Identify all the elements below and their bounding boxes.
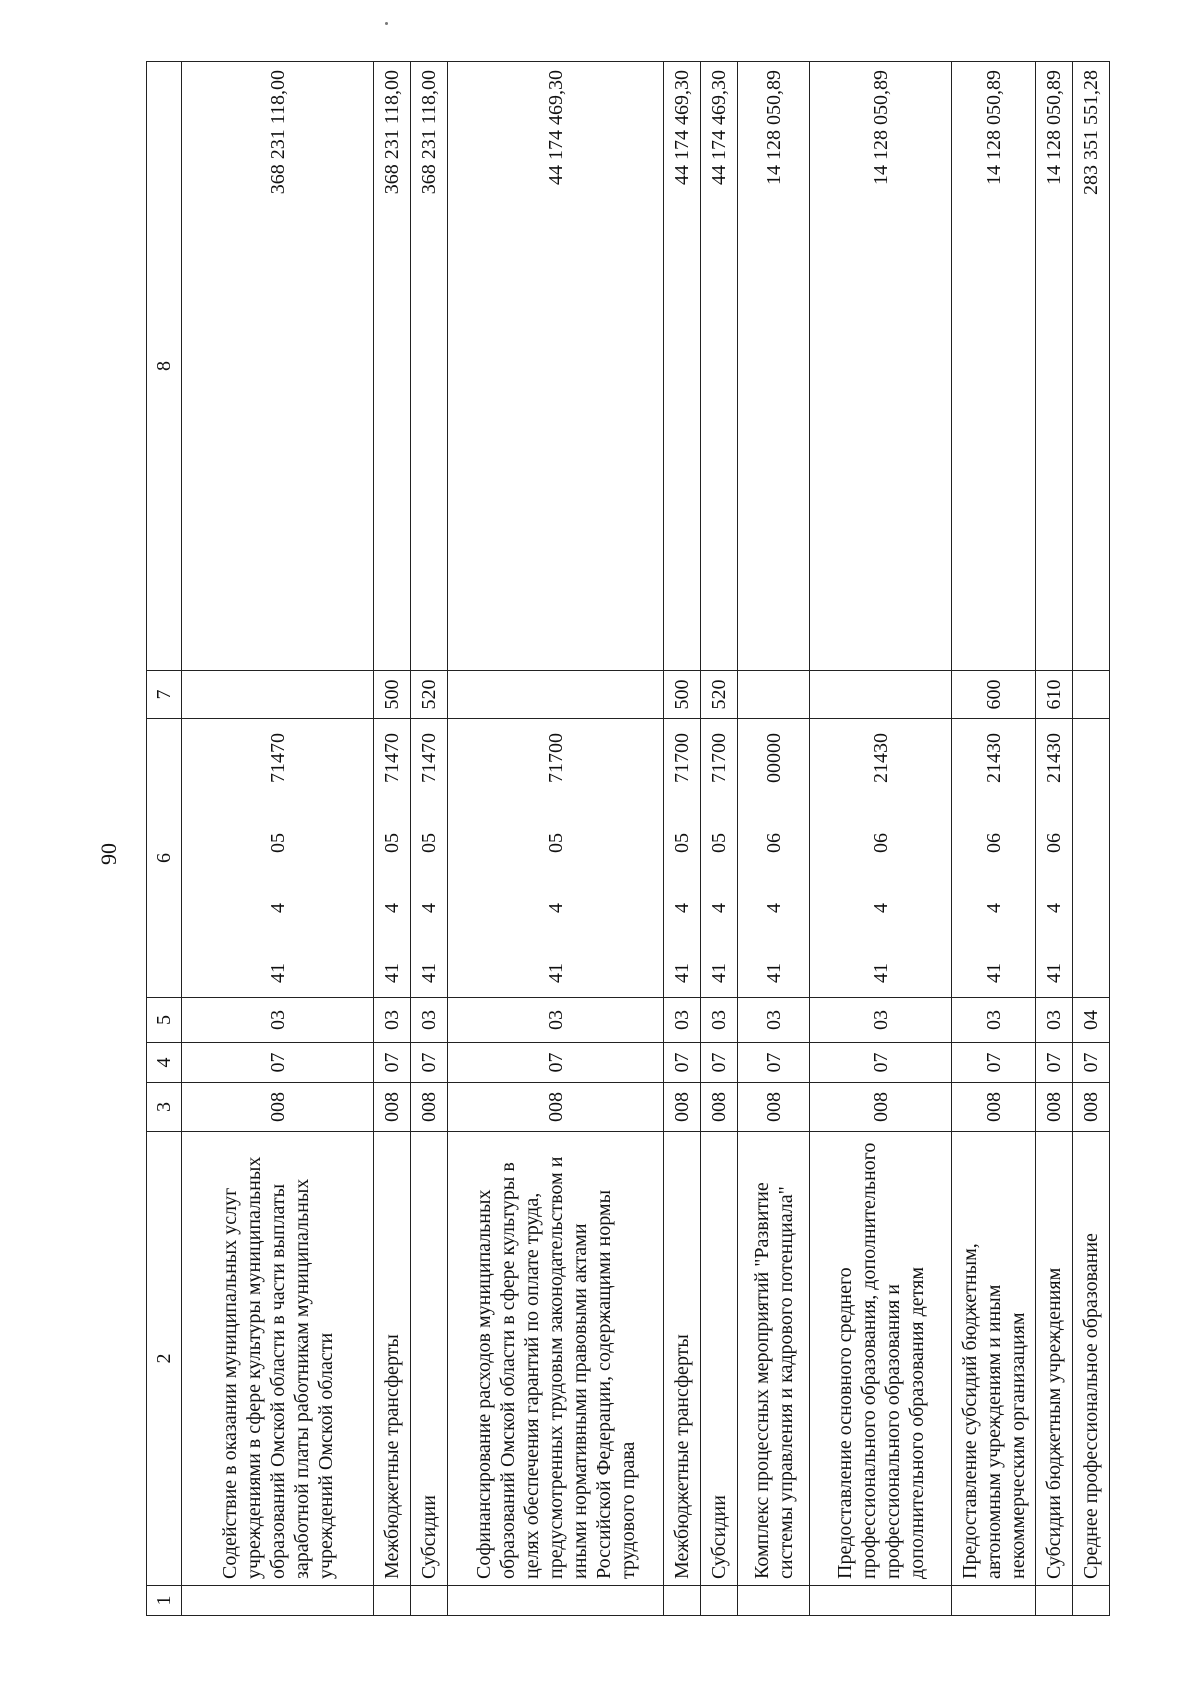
- target-code-part: 06: [762, 833, 785, 853]
- cell-name: Предоставление основного среднего профессионального образования, дополнительного профессионального образования и дополнительного образования детям: [810, 1132, 952, 1586]
- cell-name: Комплекс процессных мероприятий "Развитие системы управления и кадрового потенциала": [738, 1132, 810, 1586]
- target-code-parts: [380, 727, 404, 989]
- column-header-5: 5: [147, 998, 182, 1043]
- cell-amount: 44 174 469,30: [664, 62, 701, 671]
- cell-subsection: 03: [701, 998, 738, 1043]
- cell-ministry: 008: [411, 1083, 448, 1132]
- column-header-4: 4: [147, 1043, 182, 1083]
- table-row: [952, 62, 1036, 1616]
- target-code-part: 41: [708, 963, 731, 983]
- table-row: [1036, 62, 1073, 1616]
- column-header-8: 8: [147, 62, 182, 671]
- table-row: [810, 62, 952, 1616]
- cell-name: Содействие в оказании муниципальных услуг учреждениями в сфере культуры муниципальных образований Омской области в части выплаты заработной платы работникам муниципальных учреждений Омской области: [182, 1132, 374, 1586]
- target-code-part: 05: [708, 833, 731, 853]
- cell-section: 07: [738, 1043, 810, 1083]
- cell-section: 07: [701, 1043, 738, 1083]
- cell-section: 07: [1072, 1043, 1109, 1083]
- cell-amount: 368 231 118,00: [182, 62, 374, 671]
- target-code-part: 4: [982, 903, 1005, 913]
- cell-name: Межбюджетные трансферты: [374, 1132, 411, 1586]
- cell-expense-type: 600: [952, 671, 1036, 719]
- column-header-2: 2: [147, 1132, 182, 1586]
- cell-ministry: 008: [952, 1083, 1036, 1132]
- cell-col1: [411, 1586, 448, 1616]
- target-code-part: 41: [982, 963, 1005, 983]
- cell-subsection: 04: [1072, 998, 1109, 1043]
- target-code-part: 21430: [869, 733, 892, 783]
- target-code-part: 00000: [762, 733, 785, 783]
- cell-col1: [952, 1586, 1036, 1616]
- target-code-part: 71470: [418, 733, 441, 783]
- cell-subsection: 03: [182, 998, 374, 1043]
- cell-ministry: 008: [448, 1083, 664, 1132]
- cell-name: Субсидии: [701, 1132, 738, 1586]
- cell-ministry: 008: [374, 1083, 411, 1132]
- table-body: [182, 62, 1110, 1616]
- target-code-part: 4: [544, 903, 567, 913]
- cell-subsection: 03: [952, 998, 1036, 1043]
- target-code-part: 41: [266, 963, 289, 983]
- cell-section: 07: [952, 1043, 1036, 1083]
- cell-target-code: [1072, 719, 1109, 998]
- cell-target-code: [664, 719, 701, 998]
- cell-subsection: 03: [810, 998, 952, 1043]
- cell-name: Межбюджетные трансферты: [664, 1132, 701, 1586]
- cell-target-code: [701, 719, 738, 998]
- cell-col1: [810, 1586, 952, 1616]
- cell-target-code: [810, 719, 952, 998]
- cell-col1: [1072, 1586, 1109, 1616]
- cell-subsection: 03: [664, 998, 701, 1043]
- cell-name: Субсидии: [411, 1132, 448, 1586]
- cell-ministry: 008: [701, 1083, 738, 1132]
- cell-target-code: [182, 719, 374, 998]
- cell-section: 07: [664, 1043, 701, 1083]
- cell-amount: 368 231 118,00: [411, 62, 448, 671]
- cell-expense-type: 520: [411, 671, 448, 719]
- cell-col1: [448, 1586, 664, 1616]
- target-code-parts: [762, 727, 786, 989]
- cell-col1: [374, 1586, 411, 1616]
- cell-ministry: 008: [738, 1083, 810, 1132]
- table-row: [664, 62, 701, 1616]
- target-code-part: 71700: [544, 733, 567, 783]
- target-code-part: 4: [671, 903, 694, 913]
- cell-expense-type: 520: [701, 671, 738, 719]
- cell-section: 07: [182, 1043, 374, 1083]
- header-row: [147, 62, 182, 1616]
- target-code-part: 4: [708, 903, 731, 913]
- cell-target-code: [1036, 719, 1073, 998]
- column-header-7: 7: [147, 671, 182, 719]
- cell-expense-type: 500: [664, 671, 701, 719]
- table-row: [182, 62, 374, 1616]
- target-code-part: 4: [381, 903, 404, 913]
- cell-amount: 14 128 050,89: [738, 62, 810, 671]
- table-row: [738, 62, 810, 1616]
- cell-ministry: 008: [664, 1083, 701, 1132]
- target-code-part: 21430: [1043, 733, 1066, 783]
- cell-ministry: 008: [810, 1083, 952, 1132]
- target-code-part: 05: [418, 833, 441, 853]
- target-code-part: 71700: [671, 733, 694, 783]
- cell-ministry: 008: [182, 1083, 374, 1132]
- target-code-parts: [670, 727, 694, 989]
- budget-table: [146, 61, 1110, 1616]
- target-code-parts: [417, 727, 441, 989]
- cell-name: Предоставление субсидий бюджетным, автономным учреждениям и иным некоммерческим организациям: [952, 1132, 1036, 1586]
- column-header-1: 1: [147, 1586, 182, 1616]
- cell-name: Субсидии бюджетным учреждениям: [1036, 1132, 1073, 1586]
- target-code-part: 41: [418, 963, 441, 983]
- target-code-part: 05: [544, 833, 567, 853]
- cell-expense-type: [738, 671, 810, 719]
- cell-amount: 44 174 469,30: [701, 62, 738, 671]
- table-row: [1072, 62, 1109, 1616]
- cell-amount: 14 128 050,89: [952, 62, 1036, 671]
- cell-amount: 14 128 050,89: [1036, 62, 1073, 671]
- cell-section: 07: [1036, 1043, 1073, 1083]
- cell-amount: 283 351 551,28: [1072, 62, 1109, 671]
- cell-subsection: 03: [411, 998, 448, 1043]
- cell-section: 07: [448, 1043, 664, 1083]
- cell-col1: [182, 1586, 374, 1616]
- cell-expense-type: [448, 671, 664, 719]
- target-code-parts: [869, 727, 893, 989]
- target-code-part: 41: [869, 963, 892, 983]
- cell-expense-type: [810, 671, 952, 719]
- table-row: [374, 62, 411, 1616]
- target-code-part: 4: [762, 903, 785, 913]
- cell-amount: 368 231 118,00: [374, 62, 411, 671]
- cell-target-code: [374, 719, 411, 998]
- cell-expense-type: 500: [374, 671, 411, 719]
- target-code-part: 41: [381, 963, 404, 983]
- cell-expense-type: [182, 671, 374, 719]
- target-code-part: 71470: [381, 733, 404, 783]
- cell-target-code: [411, 719, 448, 998]
- cell-col1: [664, 1586, 701, 1616]
- target-code-parts: [544, 727, 568, 989]
- cell-col1: [701, 1586, 738, 1616]
- target-code-part: 41: [671, 963, 694, 983]
- target-code-parts: [707, 727, 731, 989]
- cell-subsection: 03: [1036, 998, 1073, 1043]
- table-row: [701, 62, 738, 1616]
- cell-ministry: 008: [1036, 1083, 1073, 1132]
- cell-amount: 44 174 469,30: [448, 62, 664, 671]
- cell-target-code: [738, 719, 810, 998]
- cell-section: 07: [810, 1043, 952, 1083]
- cell-name: Среднее профессиональное образование: [1072, 1132, 1109, 1586]
- target-code-part: 4: [266, 903, 289, 913]
- column-header-6: 6: [147, 719, 182, 998]
- target-code-part: 71700: [708, 733, 731, 783]
- cell-subsection: 03: [448, 998, 664, 1043]
- target-code-part: 06: [869, 833, 892, 853]
- rotated-table-container: [146, 62, 1110, 1616]
- target-code-part: 41: [1043, 963, 1066, 983]
- target-code-part: 71470: [266, 733, 289, 783]
- cell-amount: 14 128 050,89: [810, 62, 952, 671]
- target-code-part: 4: [1043, 903, 1066, 913]
- target-code-part: 05: [266, 833, 289, 853]
- scan-artifact: [385, 22, 388, 25]
- table-row: [411, 62, 448, 1616]
- cell-subsection: 03: [374, 998, 411, 1043]
- cell-col1: [738, 1586, 810, 1616]
- target-code-parts: [1042, 727, 1066, 989]
- target-code-part: 41: [544, 963, 567, 983]
- column-header-3: 3: [147, 1083, 182, 1132]
- target-code-part: 21430: [982, 733, 1005, 783]
- target-code-part: 41: [762, 963, 785, 983]
- cell-subsection: 03: [738, 998, 810, 1043]
- table-header: [147, 62, 182, 1616]
- table-row: [448, 62, 664, 1616]
- target-code-part: 4: [869, 903, 892, 913]
- cell-ministry: 008: [1072, 1083, 1109, 1132]
- target-code-parts: [982, 727, 1006, 989]
- target-code-part: 4: [418, 903, 441, 913]
- cell-target-code: [952, 719, 1036, 998]
- target-code-part: 05: [671, 833, 694, 853]
- cell-section: 07: [411, 1043, 448, 1083]
- cell-expense-type: [1072, 671, 1109, 719]
- cell-name: Софинансирование расходов муниципальных образований Омской области в сфере культуры в целях обеспечения гарантий по оплате труда, предусмотренных трудовым законодательством и иными нормативными правовыми актами Российской Федерации, содержащими нормы трудового права: [448, 1132, 664, 1586]
- target-code-parts: [266, 727, 290, 989]
- page-number: 90: [96, 843, 121, 865]
- cell-target-code: [448, 719, 664, 998]
- target-code-part: 06: [982, 833, 1005, 853]
- target-code-part: 06: [1043, 833, 1066, 853]
- cell-col1: [1036, 1586, 1073, 1616]
- cell-section: 07: [374, 1043, 411, 1083]
- cell-expense-type: 610: [1036, 671, 1073, 719]
- target-code-part: 05: [381, 833, 404, 853]
